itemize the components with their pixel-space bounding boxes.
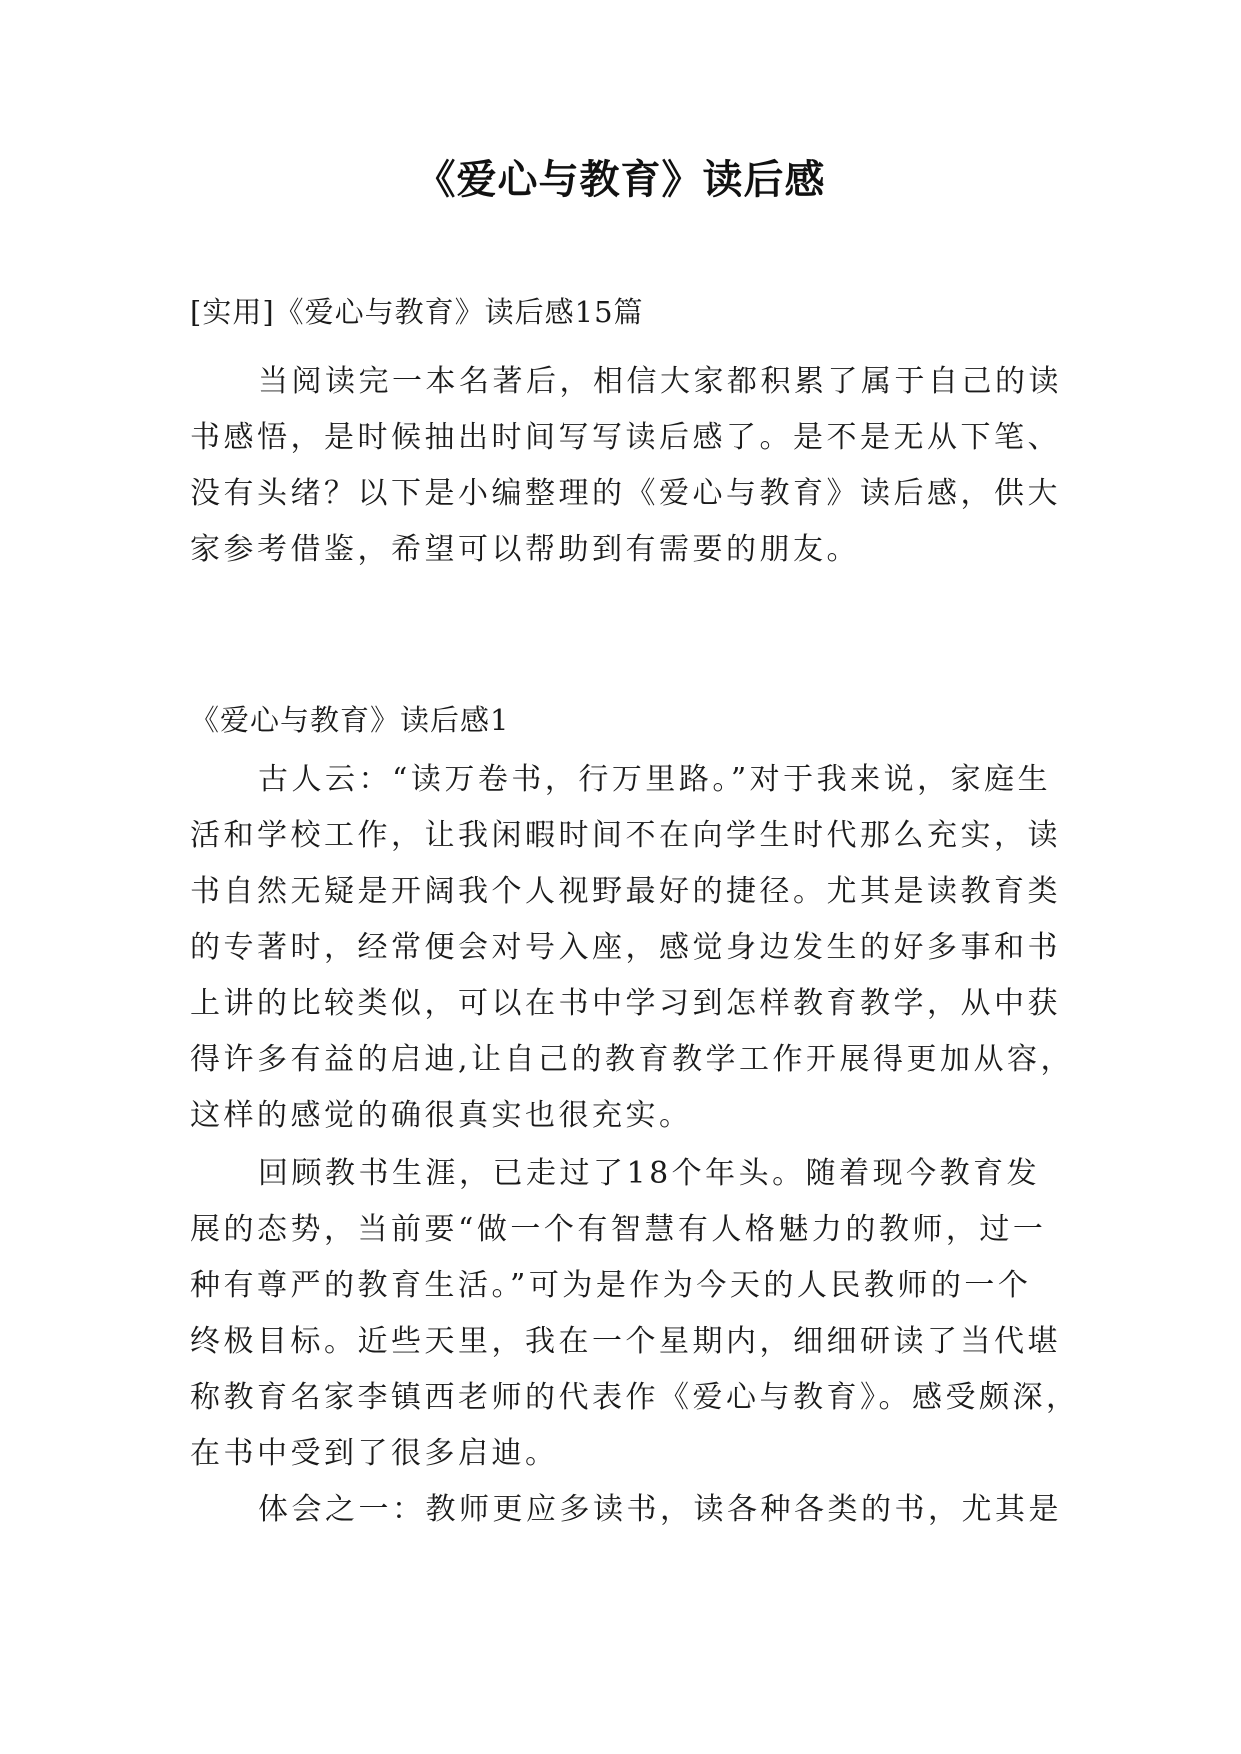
paragraph-line: 上讲的比较类似，可以在书中学习到怎样教育教学，从中获 [190, 986, 1061, 1021]
paragraph-line: 在书中受到了很多启迪。 [190, 1436, 559, 1471]
paragraph-line: 书感悟，是时候抽出时间写写读后感了。是不是无从下笔、 [190, 420, 1061, 455]
paragraph-line: 展的态势，当前要“做一个有智慧有人格魅力的教师，过一 [190, 1212, 1047, 1247]
body-paragraph-3 [190, 1482, 1062, 1538]
paragraph-line: 当阅读完一本名著后，相信大家都积累了属于自己的读 [258, 364, 1062, 399]
paragraph-line: 终极目标。近些天里，我在一个星期内，细细研读了当代堪 [190, 1324, 1061, 1359]
paragraph-line: 回顾教书生涯，已走过了18个年头。随着现今教育发 [258, 1156, 1041, 1191]
paragraph-line: 古人云：“读万卷书，行万里路。”对于我来说，家庭生 [258, 762, 1052, 797]
paragraph-line: 称教育名家李镇西老师的代表作《爱心与教育》。感受颇深， [190, 1380, 1080, 1415]
paragraph-line: 得许多有益的启迪,让自己的教育教学工作开展得更加从容， [190, 1042, 1075, 1077]
paragraph-line: 的专著时，经常便会对号入座，感觉身边发生的好多事和书 [190, 930, 1061, 965]
section-heading: 《爱心与教育》读后感1 [190, 703, 510, 737]
paragraph-line: 这样的感觉的确很真实也很充实。 [190, 1098, 693, 1133]
paragraph-line: 种有尊严的教育生活。”可为是作为今天的人民教师的一个 [190, 1268, 1032, 1303]
paragraph-line: 活和学校工作，让我闲暇时间不在向学生时代那么充实，读 [190, 818, 1061, 853]
paragraph-line: 没有头绪？以下是小编整理的《爱心与教育》读后感，供大 [190, 476, 1061, 511]
body-paragraph-2 [190, 1146, 1080, 1482]
page-title: 《爱心与教育》读后感 [415, 157, 826, 203]
paragraph-line: 体会之一：教师更应多读书，读各种各类的书，尤其是 [258, 1492, 1062, 1527]
paragraph-line: 家参考借鉴，希望可以帮助到有需要的朋友。 [190, 532, 860, 567]
body-paragraph-1 [190, 752, 1075, 1144]
paragraph-line: 书自然无疑是开阔我个人视野最好的捷径。尤其是读教育类 [190, 874, 1061, 909]
document-subtitle: [实用]《爱心与教育》读后感15篇 [190, 295, 644, 329]
intro-paragraph [190, 354, 1062, 578]
